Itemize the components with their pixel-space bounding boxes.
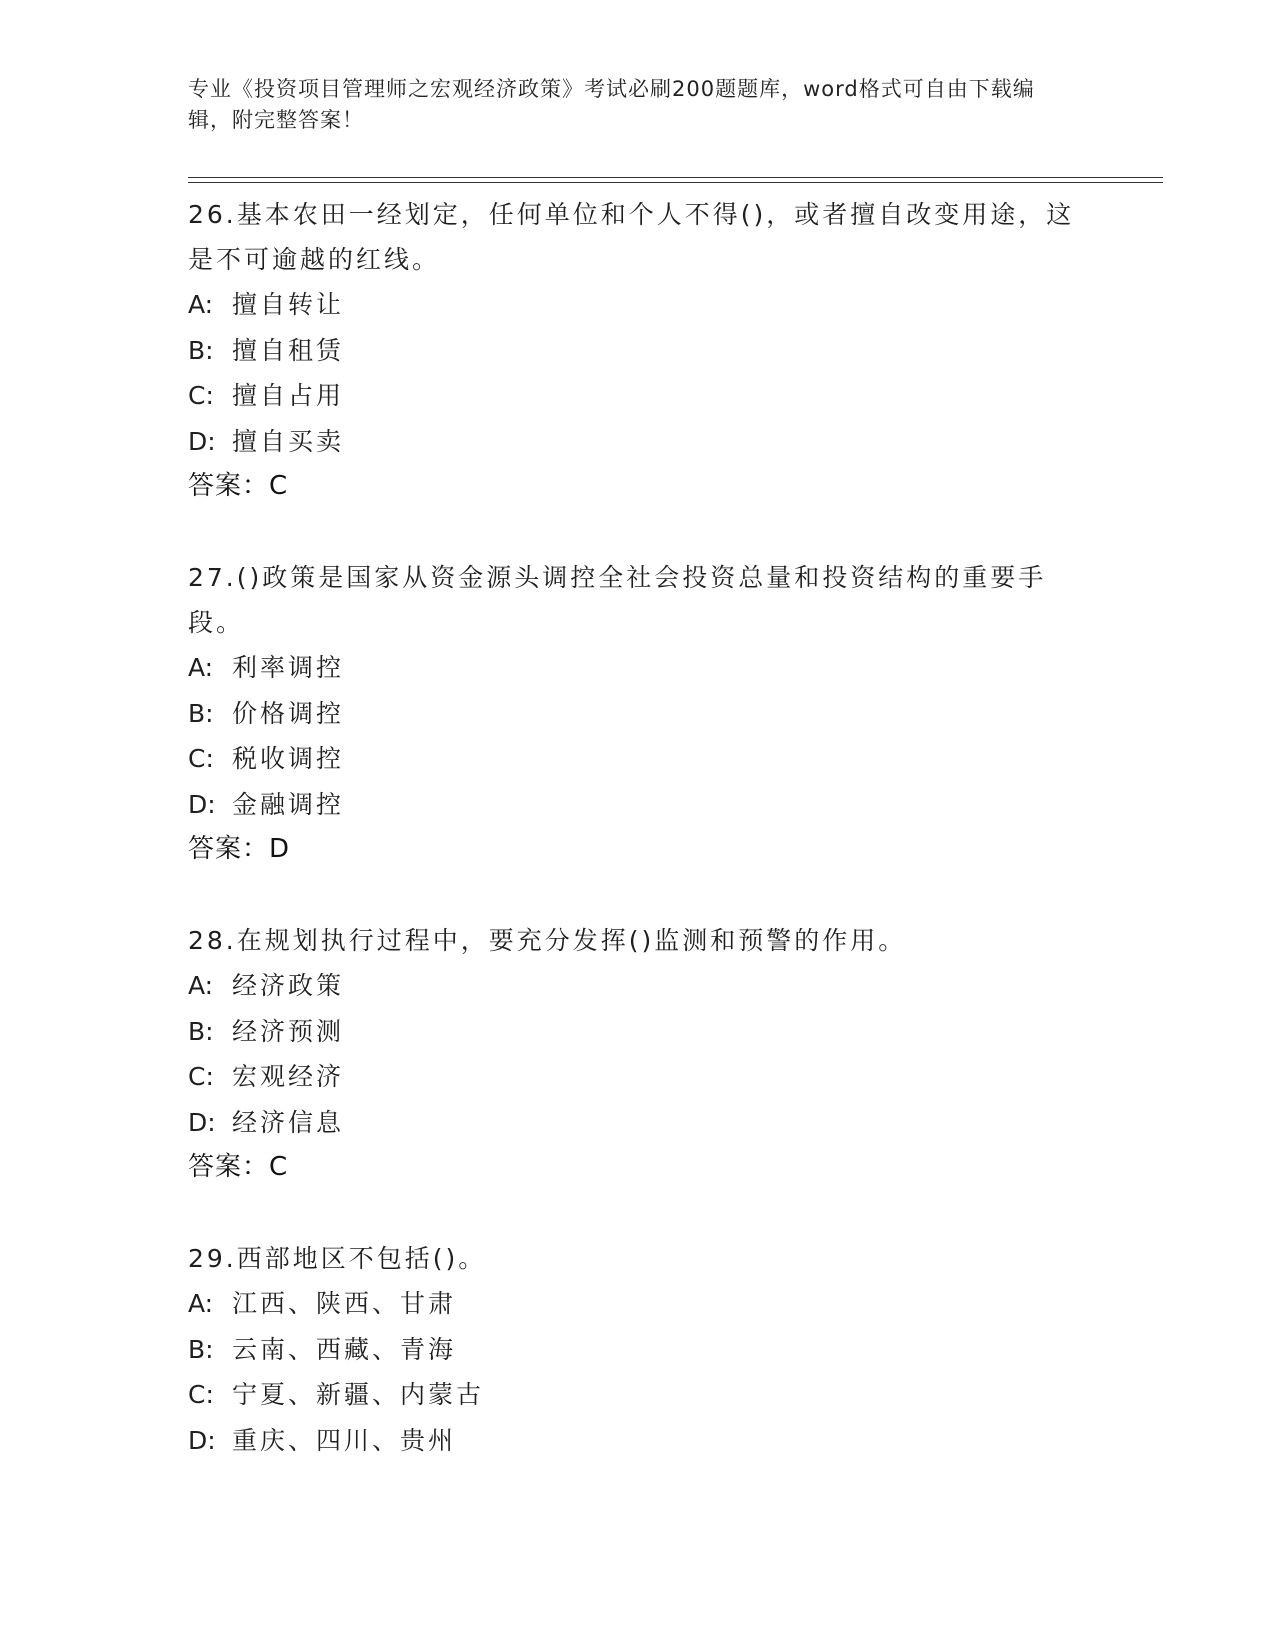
question-29 (188, 1236, 1088, 1463)
option-b (188, 1009, 1088, 1055)
option-text: 江西、陕西、甘肃 (232, 1289, 457, 1318)
question-list (188, 192, 1088, 1509)
option-text: 价格调控 (232, 698, 345, 728)
question-28 (188, 918, 1088, 1190)
option-d (188, 1100, 1088, 1146)
option-b (188, 691, 1088, 737)
question-stem: 27.()政策是国家从资金源头调控全社会投资总量和投资结构的重要手段。 (188, 563, 1047, 637)
option-text: 利率调控 (232, 653, 345, 682)
option-key: B: (188, 698, 214, 728)
option-key: D: (188, 426, 216, 456)
option-d (188, 782, 1088, 828)
option-key: C: (188, 381, 214, 410)
option-text: 擅自买卖 (232, 426, 345, 456)
option-key: A: (188, 1289, 214, 1318)
option-c (188, 373, 1088, 419)
option-key: A: (188, 290, 214, 319)
option-key: B: (188, 1334, 214, 1364)
option-text: 经济政策 (232, 971, 345, 1000)
question-stem: 28.在规划执行过程中，要充分发挥()监测和预警的作用。 (188, 926, 907, 955)
option-c (188, 1372, 1088, 1418)
option-text: 金融调控 (232, 789, 345, 819)
document-header: 专业《投资项目管理师之宏观经济政策》考试必刷200题题库，word格式可自由下载编辑，附完整答案！ (188, 77, 1035, 132)
option-key: D: (188, 789, 216, 819)
option-key: A: (188, 971, 214, 1000)
option-key: D: (188, 1425, 216, 1455)
option-text: 云南、西藏、青海 (232, 1334, 457, 1364)
option-a (188, 282, 1088, 328)
option-b (188, 328, 1088, 374)
option-key: A: (188, 653, 214, 682)
answer-label: 答案：C (188, 1152, 289, 1182)
question-26 (188, 192, 1088, 509)
option-text: 擅自转让 (232, 290, 345, 319)
option-text: 擅自租赁 (232, 335, 345, 365)
option-key: D: (188, 1107, 216, 1137)
option-text: 擅自占用 (232, 381, 345, 410)
option-key: C: (188, 1380, 214, 1409)
answer-label: 答案：C (188, 471, 289, 501)
option-a (188, 963, 1088, 1009)
option-key: B: (188, 1016, 214, 1046)
option-text: 经济预测 (232, 1016, 345, 1046)
option-key: C: (188, 744, 214, 773)
question-stem: 26.基本农田一经划定，任何单位和个人不得()，或者擅自改变用途，这是不可逾越的红线。 (188, 200, 1075, 274)
answer-label: 答案：D (188, 834, 291, 864)
option-text: 税收调控 (232, 744, 345, 773)
option-text: 宁夏、新疆、内蒙古 (232, 1380, 485, 1409)
option-text: 重庆、四川、贵州 (232, 1425, 457, 1455)
question-stem: 29.西部地区不包括()。 (188, 1244, 487, 1273)
option-d (188, 1418, 1088, 1464)
header-divider-top (188, 177, 1163, 178)
option-key: B: (188, 335, 214, 365)
option-d (188, 419, 1088, 465)
header-divider-bottom (188, 182, 1163, 183)
option-text: 宏观经济 (232, 1062, 345, 1091)
option-b (188, 1327, 1088, 1373)
option-a (188, 645, 1088, 691)
option-c (188, 1054, 1088, 1100)
option-c (188, 736, 1088, 782)
question-27 (188, 555, 1088, 872)
option-text: 经济信息 (232, 1107, 345, 1137)
option-a (188, 1281, 1088, 1327)
option-key: C: (188, 1062, 214, 1091)
